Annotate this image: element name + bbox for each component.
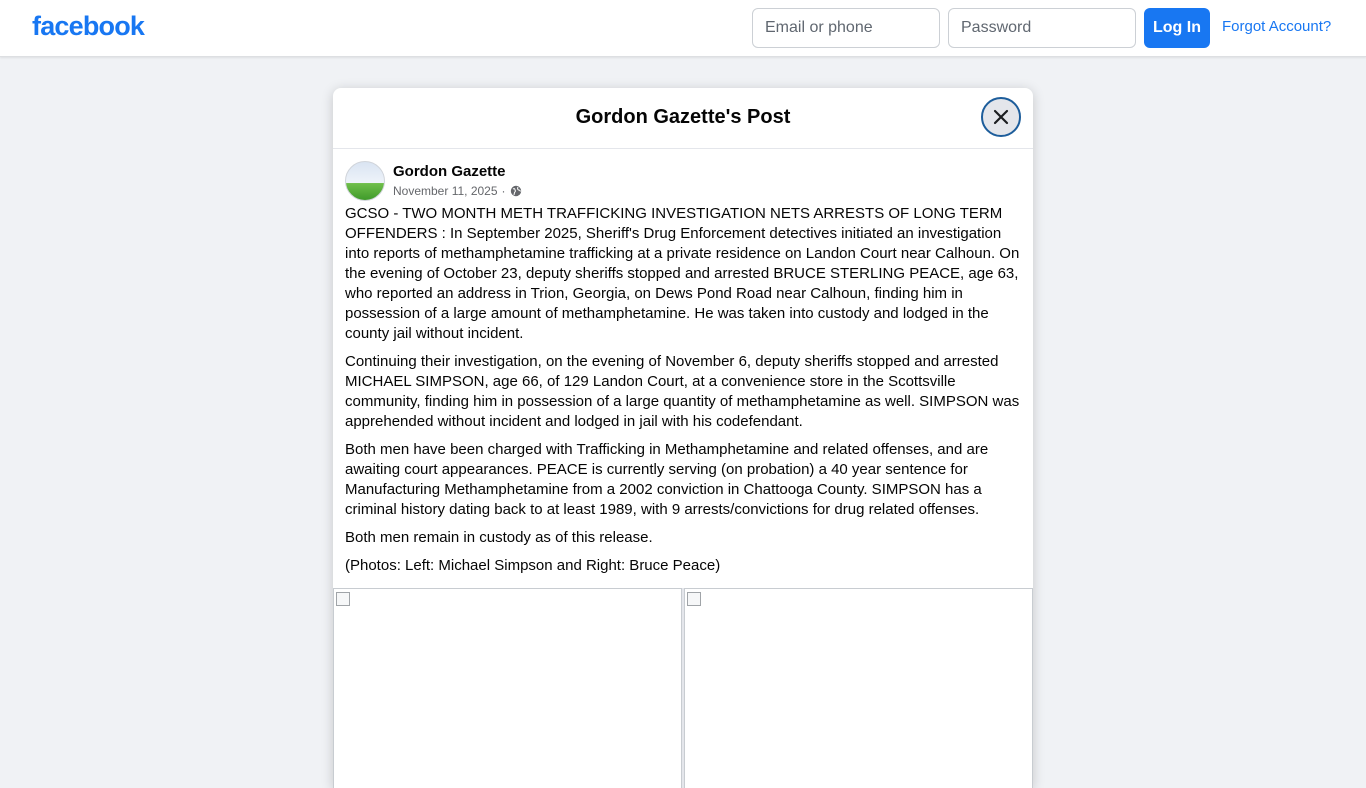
close-button[interactable] [981,97,1021,137]
facebook-logo[interactable]: facebook [32,11,145,41]
meta-separator: · [501,184,506,198]
post-meta [393,184,522,198]
photo-grid [333,588,1033,788]
dialog-header [333,88,1033,149]
author-name[interactable]: Gordon Gazette [393,163,506,180]
close-icon [993,109,1009,125]
photo-left[interactable] [333,588,682,788]
post-paragraph: GCSO - TWO MONTH METH TRAFFICKING INVESTIGATION NETS ARRESTS OF LONG TERM OFFENDERS : In September 2025, Sheriff's Drug Enforcement detectives initiated an investigation into reports of methamphetamine trafficking at a private residence on Landon Court near Calhoun. On the evening of October 23, deputy sheriffs stopped and arrested BRUCE STERLING PEACE, age 63, who reported an address in Trion, Georgia, on Dews Pond Road near Calhoun, finding him in possession of a large amount of methamphetamine. He was taken into custody and lodged in the county jail without incident. [345,205,1020,342]
forgot-account-link[interactable]: Forgot Account? [1222,18,1332,35]
globe-icon [510,185,522,197]
post-paragraph: Continuing their investigation, on the evening of November 6, deputy sheriffs stopped and arrested MICHAEL SIMPSON, age 66, of 129 Landon Court, at a convenience store in the Scottsville community, finding him in possession of a large quantity of methamphetamine as well. SIMPSON was apprehended without incident and lodged in jail with his codefendant. [345,353,1020,430]
post-dialog [333,88,1033,788]
broken-image-icon [336,592,350,606]
broken-image-icon [687,592,701,606]
dialog-title: Gordon Gazette's Post [575,106,791,128]
post-paragraph: (Photos: Left: Michael Simpson and Right: Bruce Peace) [345,557,721,574]
password-field[interactable] [948,8,1136,48]
post-paragraph: Both men remain in custody as of this release. [345,529,653,546]
post-paragraph: Both men have been charged with Trafficking in Methamphetamine and related offenses, and are awaiting court appearances. PEACE is currently serving (on probation) a 40 year sentence for Manufacturing Methamphetamine from a 2002 conviction in Chattooga County. SIMPSON has a criminal history dating back to at least 1989, with 9 arrests/convictions for drug related offenses. [345,441,989,518]
post-date[interactable]: November 11, 2025 [393,184,498,198]
avatar[interactable] [345,161,385,201]
post-text [333,204,1033,576]
email-field[interactable] [752,8,940,48]
post-header [333,149,1033,209]
top-navigation-bar [0,0,1366,57]
photo-right[interactable] [684,588,1033,788]
login-button[interactable]: Log In [1144,8,1210,48]
